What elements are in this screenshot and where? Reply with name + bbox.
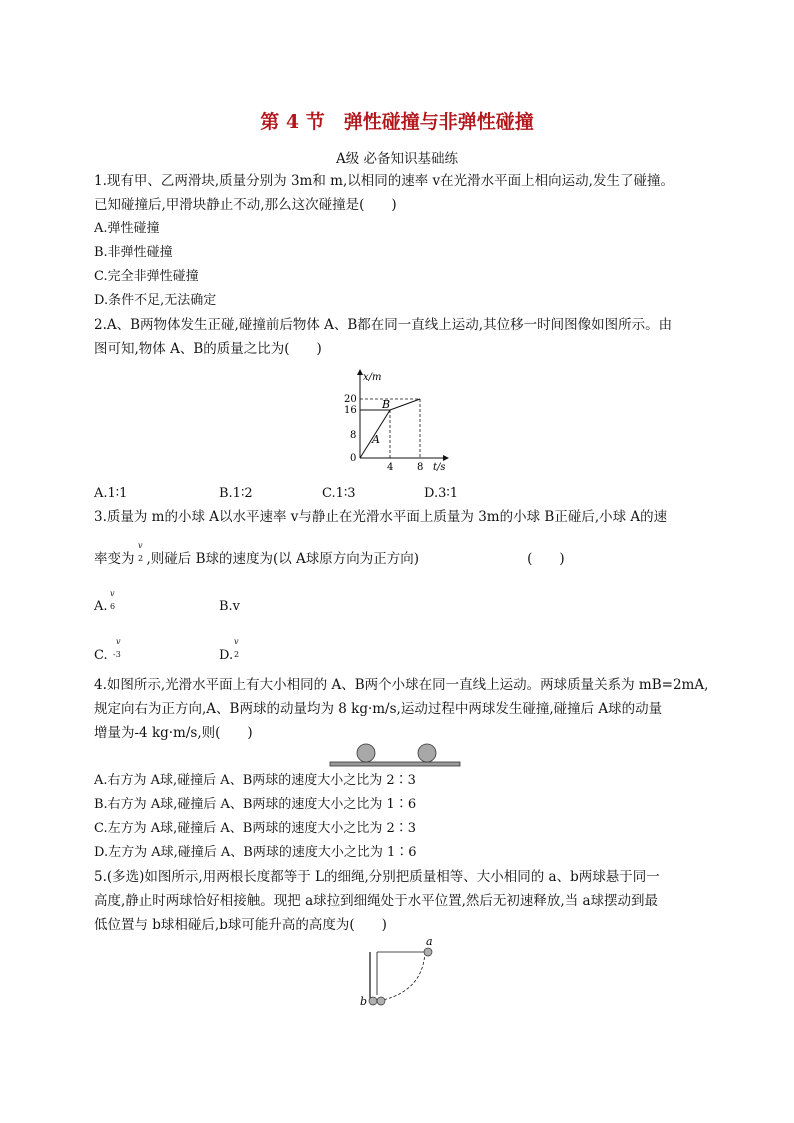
label-b: b — [360, 995, 368, 1008]
q3-line2 — [94, 550, 565, 568]
q3-option-d-prefix: D. — [219, 648, 234, 663]
q4-line3: 增量为-4 kg·m/s,则( ) — [94, 725, 253, 741]
graph-xtick-4: 4 — [387, 462, 394, 473]
q4-line2: 规定向右为正方向,A、B两球的动量均为 8 kg·m/s,运动过程中两球发生碰撞,碰撞后 A球的动量 — [94, 701, 663, 717]
q5-line3: 低位置与 b球相碰后,b球可能升高的高度为( ) — [94, 917, 387, 933]
q2-line2: 图可知,物体 A、B的质量之比为( ) — [94, 341, 322, 357]
ball-a-lowest — [377, 997, 385, 1005]
q2-xt-graph — [330, 362, 460, 474]
q5-line1: 5.(多选)如图所示,用两根长度都等于 L的细绳,分别把质量相等、大小相同的 a、b两球悬于同一 — [94, 869, 660, 885]
q4-option-a: A.右方为 A球,碰撞后 A、B两球的速度大小之比为 2∶3 — [94, 773, 416, 788]
q3-option-a-prefix: A. — [94, 599, 108, 614]
q1-option-d: D.条件不足,无法确定 — [94, 293, 217, 308]
q2-line1: 2.A、B两物体发生正碰,碰撞前后物体 A、B都在同一直线上运动,其位移一时间图像如图所示。由 — [94, 317, 673, 333]
q3-option-a-num: v — [110, 589, 115, 598]
q2-option-d: D.3∶1 — [424, 486, 459, 501]
ball-b — [369, 997, 377, 1005]
q1-option-a: A.弹性碰撞 — [94, 221, 160, 236]
label-a: a — [426, 935, 433, 948]
line-after — [390, 399, 420, 410]
q2-option-b: B.1∶2 — [219, 486, 253, 501]
q2-option-a: A.1∶1 — [94, 486, 128, 501]
ball-right — [418, 744, 436, 762]
q1-line1: 1.现有甲、乙两滑块,质量分别为 3m和 m,以相同的速率 v在光滑水平面上相向运动,发生了碰撞。 — [94, 173, 674, 189]
q3-option-a-den: 6 — [110, 602, 116, 611]
q4-balls-figure — [325, 740, 465, 770]
q3-option-c-prefix: C. — [94, 648, 108, 663]
q3-option-c-num: v — [116, 637, 121, 646]
graph-label-b: B — [382, 398, 391, 411]
ball-left — [357, 744, 375, 762]
graph-ytick-16: 16 — [344, 405, 357, 416]
q1-option-c: C.完全非弹性碰撞 — [94, 269, 199, 284]
q4-line1: 4.如图所示,光滑水平面上有大小相同的 A、B两个小球在同一直线上运动。两球质量关系为 mB=2mA, — [94, 677, 709, 693]
q4-option-d: D.左方为 A球,碰撞后 A、B两球的速度大小之比为 1∶6 — [94, 845, 417, 860]
q3-option-d-den: 2 — [234, 650, 240, 659]
q3-frac-denominator: 2 — [138, 554, 144, 563]
q5-line2: 高度,静止时两球恰好相接触。现把 a球拉到细绳处于水平位置,然后无初速释放,当 a球摆动到最 — [94, 893, 659, 909]
q3-option-d-num: v — [234, 637, 239, 646]
q3-line1: 3.质量为 m的小球 A以水平速率 v与静止在光滑水平面上质量为 3m的小球 B正碰后,小球 A的速 — [94, 509, 668, 525]
swing-path — [383, 952, 425, 1000]
q3-option-c-den: -3 — [113, 650, 121, 659]
ball-a — [424, 948, 432, 956]
q4-option-c: C.左方为 A球,碰撞后 A、B两球的速度大小之比为 2∶3 — [94, 821, 417, 836]
section-subtitle: A级 必备知识基础练 — [335, 151, 459, 167]
graph-xtick-8: 8 — [417, 462, 424, 473]
q3-line2-pre: 率变为 — [94, 551, 135, 567]
q1-option-b: B.非弹性碰撞 — [94, 245, 173, 260]
graph-ylabel: x/m — [363, 372, 382, 383]
q3-line2-post: ,则碰后 B球的速度为(以 A球原方向为正方向) ( ) — [146, 551, 565, 567]
page-title: 第 4 节 弹性碰撞与非弹性碰撞 — [260, 111, 534, 133]
q4-option-b: B.右方为 A球,碰撞后 A、B两球的速度大小之比为 1∶6 — [94, 797, 417, 812]
graph-ytick-8: 8 — [350, 430, 357, 441]
q3-option-b: B.v — [219, 599, 241, 614]
q1-line2: 已知碰撞后,甲滑块静止不动,那么这次碰撞是( ) — [94, 197, 397, 213]
graph-xlabel: t/s — [433, 462, 446, 473]
horizontal-surface — [330, 762, 460, 766]
graph-label-a: A — [372, 433, 380, 446]
q5-pendulum-figure — [355, 935, 445, 1010]
graph-ytick-0: 0 — [350, 453, 357, 464]
q3-frac-numerator: v — [138, 541, 143, 550]
q2-option-c: C.1∶3 — [322, 486, 356, 501]
graph-ytick-20: 20 — [344, 394, 357, 405]
